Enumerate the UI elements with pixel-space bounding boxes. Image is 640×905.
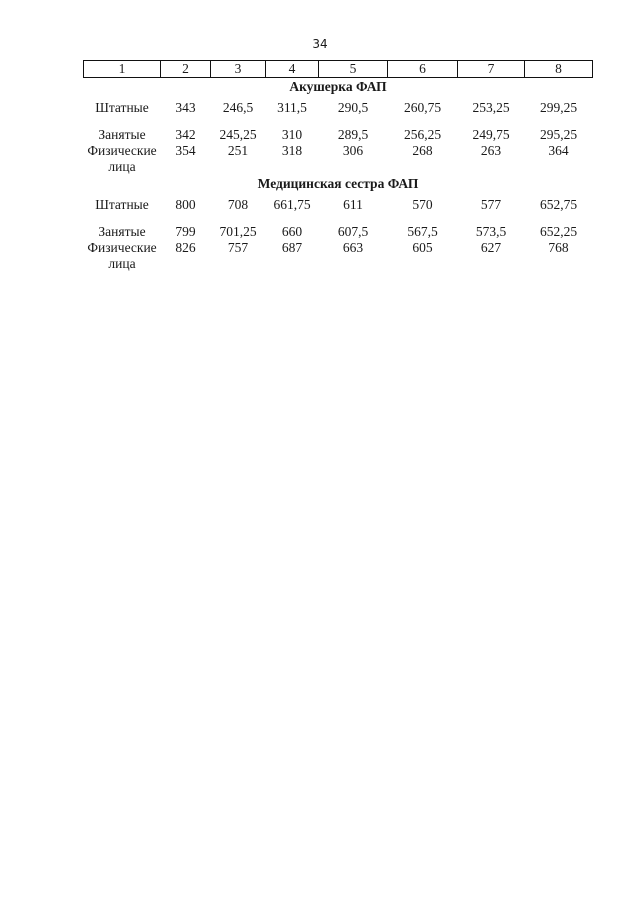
table-cell: 256,25 (403, 127, 442, 142)
table-cell: 295,25 (539, 127, 578, 142)
table-cell: 826 (175, 240, 196, 255)
table-cell: 567,5 (407, 224, 438, 239)
section-title: Акушерка ФАП (289, 79, 387, 94)
column-header: 6 (388, 61, 458, 78)
table-cell: 310 (281, 127, 303, 142)
table-cell: 246,5 (222, 100, 254, 115)
section-title-row (84, 78, 593, 96)
row-label: Физические лица (87, 240, 157, 271)
table-cell: 342 (175, 127, 196, 142)
column-header: 5 (319, 61, 388, 78)
table-cell: 701,25 (219, 224, 257, 239)
table-cell: 364 (548, 143, 569, 158)
table-cell: 318 (281, 143, 303, 158)
column-header: 1 (84, 61, 161, 78)
column-header: 3 (211, 61, 266, 78)
table-cell: 289,5 (337, 127, 369, 142)
table-cell: 663 (342, 240, 364, 255)
table-cell: 757 (227, 240, 249, 255)
table-cell: 768 (548, 240, 569, 255)
table-row (84, 95, 593, 124)
table-cell: 708 (227, 197, 249, 212)
table-cell: 799 (175, 224, 196, 239)
table-cell: 260,75 (403, 100, 442, 115)
table-cell: 652,75 (539, 197, 578, 212)
table-cell: 268 (412, 143, 433, 158)
table-row (84, 221, 593, 240)
table-cell: 249,75 (472, 127, 510, 142)
table-cell: 311,5 (277, 100, 307, 115)
table-row (84, 192, 593, 221)
column-header-row (84, 61, 593, 78)
table-cell: 570 (412, 197, 433, 212)
table-cell: 245,25 (219, 127, 257, 142)
table-cell: 306 (342, 143, 364, 158)
table-cell: 253,25 (472, 100, 510, 115)
table-cell: 687 (281, 240, 303, 255)
table-cell: 661,75 (273, 197, 311, 212)
column-header: 8 (525, 61, 593, 78)
section-title: Медицинская сестра ФАП (257, 176, 419, 191)
row-label: Штатные (95, 100, 149, 115)
table-cell: 577 (480, 197, 502, 212)
page-number: 34 (312, 37, 328, 51)
table-cell: 343 (175, 100, 196, 115)
table-row (84, 124, 593, 143)
section-title-row (84, 175, 593, 192)
table-cell: 263 (480, 143, 502, 158)
table-cell: 290,5 (337, 100, 369, 115)
table-cell: 607,5 (337, 224, 369, 239)
column-header: 2 (161, 61, 211, 78)
table-cell: 660 (281, 224, 303, 239)
table-cell: 652,25 (539, 224, 578, 239)
table-row (84, 143, 593, 175)
table-cell: 251 (227, 143, 249, 158)
table-cell: 800 (175, 197, 196, 212)
table-cell: 354 (175, 143, 196, 158)
row-label: Физические лица (87, 143, 157, 174)
column-header: 4 (266, 61, 319, 78)
table-row (84, 240, 593, 272)
table-cell: 605 (412, 240, 433, 255)
staffing-table (83, 60, 593, 272)
table-cell: 611 (343, 197, 363, 212)
column-header: 7 (458, 61, 525, 78)
table-cell: 299,25 (539, 100, 578, 115)
table-cell: 573,5 (475, 224, 507, 239)
table-cell: 627 (480, 240, 502, 255)
row-label: Занятые (98, 127, 146, 142)
row-label: Занятые (98, 224, 146, 239)
row-label: Штатные (95, 197, 149, 212)
